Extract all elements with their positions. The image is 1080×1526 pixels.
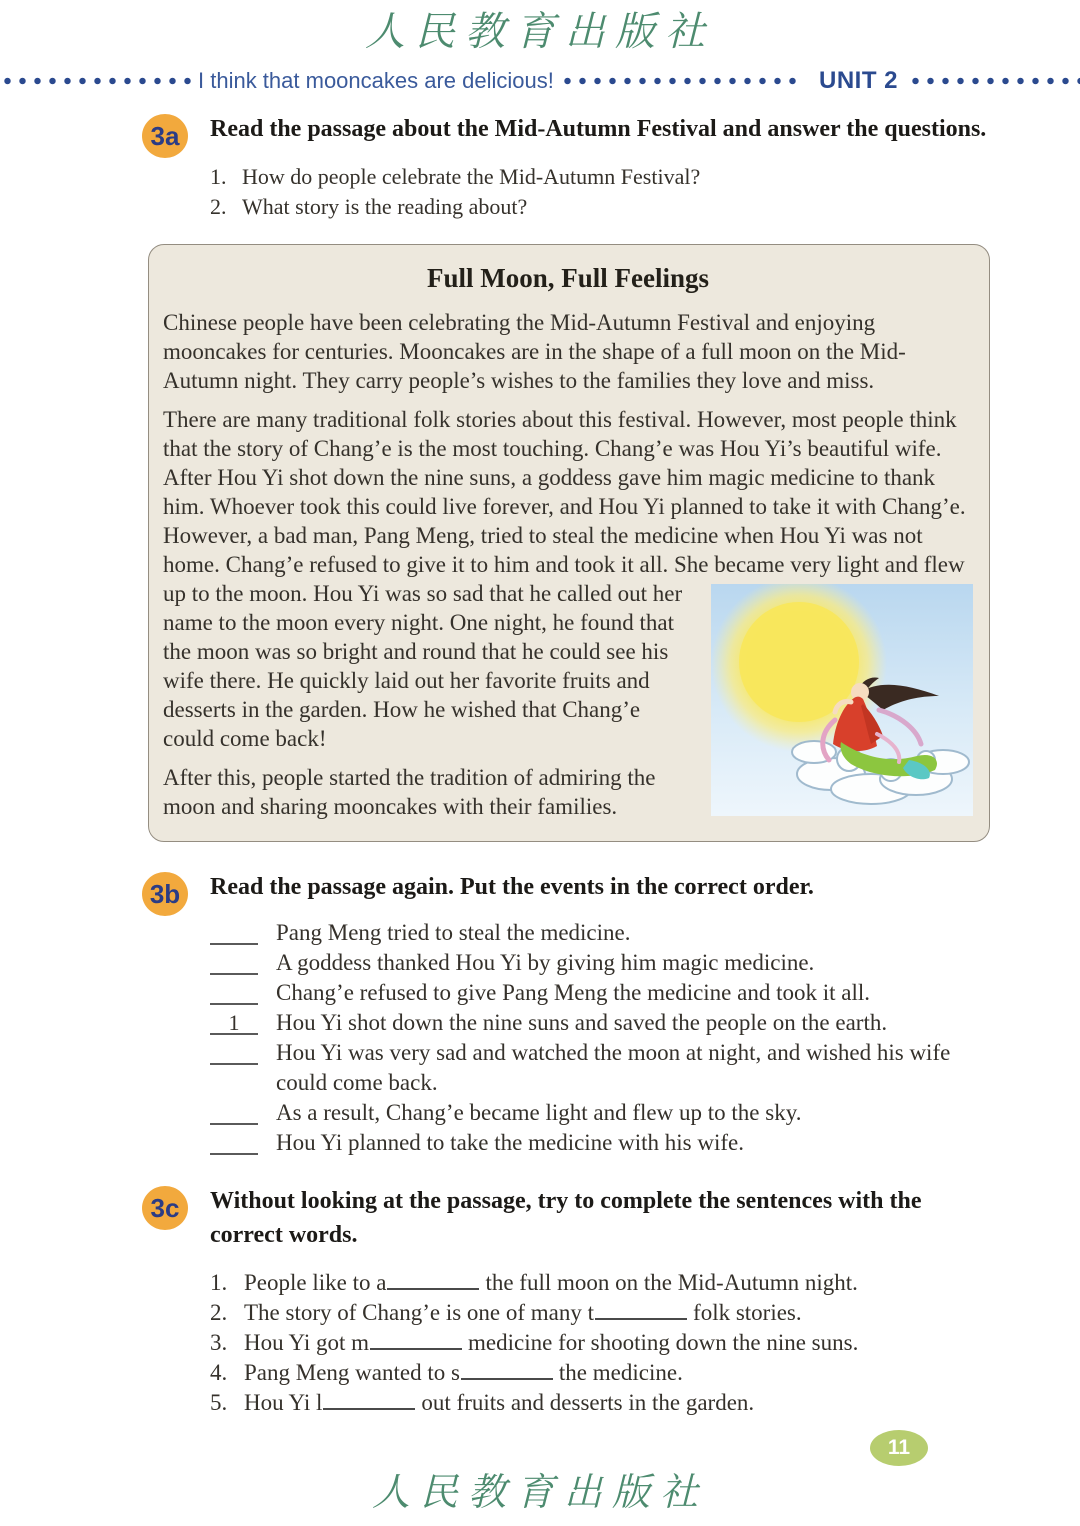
- order-item: [210, 918, 992, 948]
- task-3b: [0, 870, 1080, 1158]
- fill-text-after: folk stories.: [693, 1300, 802, 1325]
- order-item: [210, 1098, 992, 1128]
- task-3a-badge: 3a: [142, 114, 188, 158]
- unit-topic-title: I think that mooncakes are delicious!: [198, 68, 554, 93]
- order-blank-input[interactable]: [210, 1098, 258, 1125]
- question-text: What story is the reading about?: [242, 194, 528, 219]
- passage-paragraph-2: [163, 405, 973, 753]
- unit-label: UNIT 2: [818, 67, 898, 94]
- fill-text-before: The story of Chang’e is one of many t: [244, 1300, 595, 1325]
- question-text: How do people celebrate the Mid-Autumn Festival?: [242, 164, 701, 189]
- fill-item-text: [244, 1358, 683, 1388]
- order-blank-input[interactable]: [210, 978, 258, 1005]
- fill-text-after: the full moon on the Mid-Autumn night.: [485, 1270, 858, 1295]
- fill-text-before: People like to a: [244, 1270, 387, 1295]
- order-item-text: Hou Yi was very sad and watched the moon at night, and wished his wife could come back.: [276, 1040, 951, 1095]
- dotted-rule-left: [0, 76, 198, 86]
- passage-paragraph-3: After this, people started the tradition of admiring the moon and sharing mooncakes with their families.: [163, 765, 656, 819]
- order-item-text: Chang’e refused to give Pang Meng the medicine and took it all.: [276, 980, 871, 1005]
- fill-item-text: [244, 1388, 754, 1418]
- publisher-logo-bottom: 人民教育出版社: [371, 1470, 708, 1514]
- fill-item-number: 1.: [210, 1270, 228, 1295]
- publisher-logo-top: 人民教育出版社: [365, 9, 715, 55]
- fill-in-list: [210, 1268, 992, 1418]
- question-number: 1.: [210, 164, 227, 189]
- fill-item: [210, 1388, 992, 1418]
- fill-item: [210, 1298, 992, 1328]
- fill-item: [210, 1358, 992, 1388]
- fill-text-before: Hou Yi l: [244, 1390, 323, 1415]
- task-3c: [0, 1184, 1080, 1418]
- passage-paragraph-1: Chinese people have been celebrating the Mid-Autumn Festival and enjoying mooncakes for centuries. Mooncakes are in the shape of a full moon on the Mid-Autumn night. They carry people’s wishes to the families they love and miss.: [163, 310, 906, 393]
- order-item: [210, 948, 992, 978]
- order-item-text: As a result, Chang’e became light and flew up to the sky.: [276, 1100, 802, 1125]
- order-blank-input[interactable]: [210, 1128, 258, 1155]
- ordering-list: [210, 918, 992, 1158]
- task-3c-instruction: Without looking at the passage, try to complete the sentences with the correct words.: [210, 1188, 922, 1248]
- fill-item-text: [244, 1328, 858, 1358]
- task-3b-badge: 3b: [142, 872, 188, 916]
- order-item-text: Pang Meng tried to steal the medicine.: [276, 920, 631, 945]
- reading-passage-box: [148, 244, 990, 842]
- fill-blank-input[interactable]: [461, 1360, 553, 1380]
- order-item-text: A goddess thanked Hou Yi by giving him magic medicine.: [276, 950, 815, 975]
- order-item: [210, 978, 992, 1008]
- dotted-rule-middle: [560, 76, 803, 86]
- change-moon-illustration: [711, 584, 973, 816]
- dotted-rule-right: [908, 76, 1080, 86]
- task-3b-instruction: Read the passage again. Put the events in the correct order.: [210, 874, 814, 900]
- fill-item-number: 4.: [210, 1360, 228, 1385]
- fill-blank-input[interactable]: [595, 1300, 687, 1320]
- fill-item-text: [244, 1298, 802, 1328]
- fill-item: [210, 1328, 992, 1358]
- fill-text-before: Pang Meng wanted to s: [244, 1360, 460, 1385]
- page-header: [0, 66, 1080, 96]
- passage-title: Full Moon, Full Feelings: [426, 263, 709, 293]
- fill-blank-input[interactable]: [370, 1330, 462, 1350]
- question-item: [210, 192, 992, 222]
- order-blank-input[interactable]: [210, 918, 258, 945]
- order-item: [210, 1008, 992, 1038]
- task-3a-questions: [210, 162, 992, 222]
- order-blank-input[interactable]: [210, 1038, 258, 1065]
- fill-blank-input[interactable]: [323, 1390, 415, 1410]
- order-item-text: Hou Yi planned to take the medicine with his wife.: [276, 1130, 744, 1155]
- passage-paragraph-2-text-b: light and flew up to the moon. Hou Yi was so sad that he called out her name to the moon every night. One night, he found that the moon was so bright and round that he could see his wife there. He quickly laid out her favorite fruits and desserts in the garden. How he wished that Chang’e could come back!: [163, 552, 965, 751]
- order-item-text: Hou Yi shot down the nine suns and saved the people on the earth.: [276, 1010, 888, 1035]
- fill-text-after: out fruits and desserts in the garden.: [421, 1390, 755, 1415]
- task-3c-badge: 3c: [142, 1186, 188, 1230]
- fill-blank-input[interactable]: [387, 1270, 479, 1290]
- fill-text-before: Hou Yi got m: [244, 1330, 370, 1355]
- question-number: 2.: [210, 194, 227, 219]
- fill-item: [210, 1268, 992, 1298]
- order-blank-input[interactable]: 1: [210, 1008, 258, 1035]
- page-number-badge: 11: [870, 1430, 928, 1466]
- fill-item-number: 2.: [210, 1300, 228, 1325]
- question-item: [210, 162, 992, 192]
- fill-item-text: [244, 1268, 858, 1298]
- order-item: [210, 1038, 992, 1098]
- fill-item-number: 3.: [210, 1330, 228, 1355]
- fill-text-after: medicine for shooting down the nine suns.: [468, 1330, 859, 1355]
- order-blank-input[interactable]: [210, 948, 258, 975]
- order-item: [210, 1128, 992, 1158]
- task-3a: [0, 112, 1080, 222]
- fill-item-number: 5.: [210, 1390, 228, 1415]
- task-3a-instruction: Read the passage about the Mid-Autumn Festival and answer the questions.: [210, 116, 987, 142]
- fill-text-after: the medicine.: [558, 1360, 683, 1385]
- passage-paragraph-2-text-a: There are many traditional folk stories about this festival. However, most people think that the story of Chang’e is the most touching. Chang’e was Hou Yi’s beautiful wife. After Hou Yi shot down the nine suns, a goddess gave him magic medicine to thank him. Whoever took this could live forever, and Hou Yi planned to take it with Chang’e. However, a bad man, Pang Meng, tried to steal the medicine when Hou Yi was not home. Chang’e refused to give it to him and took it all. She became very: [163, 407, 966, 577]
